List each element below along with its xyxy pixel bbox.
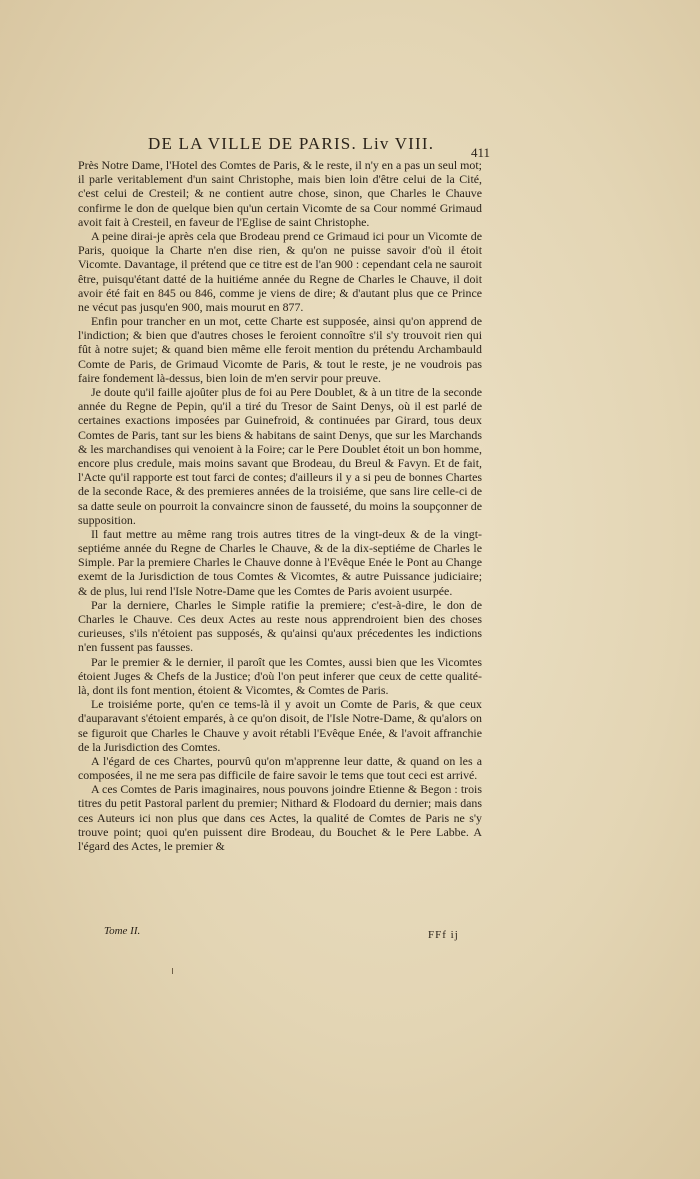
- paragraph: Par le premier & le dernier, il paroît que les Comtes, aussi bien que les Vicomtes étoient Juges & Chefs de la Justice; d'où l'on peut inferer que ceux de cette qualité-là, dont ils font mention, étoient & Vicomtes, & Comtes de Paris.: [78, 654, 482, 697]
- page-number: 411: [470, 145, 490, 160]
- signature-mark: FFf ij: [428, 929, 459, 941]
- paper-speck: [172, 968, 173, 974]
- paragraph: Par la derniere, Charles le Simple ratifie la premiere; c'est-à-dire, le don de Charles le Chauve. Ces deux Actes au reste nous apprendroient bien des choses curieuses, s'ils n'étoient pas supposés, & qu'ainsi qu'aux précedentes les indictions n'en fussent pas fausses.: [78, 597, 482, 655]
- paragraph: Enfin pour trancher en un mot, cette Charte est supposée, ainsi qu'on apprend de l'indiction; & bien que d'autres choses le feroient connoître s'il s'y trouvoit rien qui fût à notre sujet; & quand bien même elle feroit mention du prétendu Archambauld Comte de Paris, de Grimaud Vicomte de Paris, & tout le reste, je ne voudrois pas faire fondement là-dessus, bien loin de m'en servir pour preuve.: [78, 314, 482, 385]
- paragraph: Il faut mettre au même rang trois autres titres de la vingt-deux & de la vingt-septiéme année du Regne de Charles le Chauve, & de la dix-septiéme de Charles le Simple. Par la premiere Charles le Chauve donne à l'Evêque Enée le Pont au Change exemt de la Jurisdiction de tous Comtes & Vicomtes, & autre Puissance judiciaire; & de plus, lui rend l'Isle Notre-Dame que les Comtes de Paris avoient usurpée.: [78, 526, 482, 598]
- paragraph: Près Notre Dame, l'Hotel des Comtes de Paris, & le reste, il n'y en a pas un seul mot; il parle veritablement d'un saint Christophe, mais bien loin d'être celui de la Cité, c'est celui de Cresteil; & ne contient autre chose, sinon, que Charles le Chauve confirme le don de quelque bien qu'un certain Vicomte de sa Cour nommé Grimaud avoit fait à Cresteil, en faveur de l'Eglise de saint Christophe.: [78, 158, 482, 229]
- running-head: DE LA VILLE DE PARIS. Liv VIII.: [148, 134, 435, 153]
- volume-label: Tome II.: [104, 925, 141, 937]
- body-text: [78, 158, 482, 853]
- paragraph: A ces Comtes de Paris imaginaires, nous pouvons joindre Etienne & Begon : trois titres du petit Pastoral parlent du premier; Nithard & Flodoard du dernier; mais dans ces Auteurs ici non plus que dans ces Actes, la qualité de Comtes de Paris ne s'y trouve point; quoi qu'en puissent dire Brodeau, du Bouchet & le Pere Labbe. A l'égard des Actes, le premier &: [78, 782, 482, 853]
- paragraph: A peine dirai-je après cela que Brodeau prend ce Grimaud ici pour un Vicomte de Paris, quoique la Charte n'en dise rien, & qu'on ne puisse savoir d'où il étoit Vicomte. Davantage, il prétend que ce titre est de l'an 900 : cependant cela ne sauroit être, puisqu'étant datté de la huitiéme année du Regne de Charles le Chauve, il doit avoir été fait en 845 ou 846, comme je viens de dire; & d'autant plus que ce Prince ne vécut pas jusqu'en 900, mais mourut en 877.: [78, 228, 482, 314]
- paragraph: A l'égard de ces Chartes, pourvû qu'on m'apprenne leur datte, & quand on les a composées, il ne me sera pas difficile de faire savoir le tems que tout ceci est arrivé.: [78, 753, 482, 783]
- paragraph: Je doute qu'il faille ajoûter plus de foi au Pere Doublet, & à un titre de la seconde année du Regne de Pepin, qu'il a tiré du Tresor de Saint Denys, où il est parlé de certaines exactions imposées par Guinefroid, & continuées par Girard, tous deux Comtes de Paris, tant sur les biens & habitans de saint Denys, que sur les Marchands & les marchandises qui venoient à la Foire; car le Pere Doublet étoit un bon homme, encore plus credule, mais moins savant que Brodeau, du Breul & Favyn. Et de fait, l'Acte qu'il rapporte est tout farci de contes; d'ailleurs il y a si peu de bonnes Chartes de la seconde Race, & des premieres années de la troisiéme, que sans lire celle-ci de sa datte seule on pourroit la convaincre sinon de fausseté, du moins la soupçonner de supposition.: [78, 385, 482, 527]
- paragraph: Le troisiéme porte, qu'en ce tems-là il y avoit un Comte de Paris, & que ceux d'auparavant s'étoient emparés, à ce qu'on disoit, de l'Isle Notre-Dame, & qu'alors on se figuroit que Charles le Chauve y avoit rétabli l'Evêque Enée, & l'avoit affranchie de la Jurisdiction des Comtes.: [78, 697, 482, 754]
